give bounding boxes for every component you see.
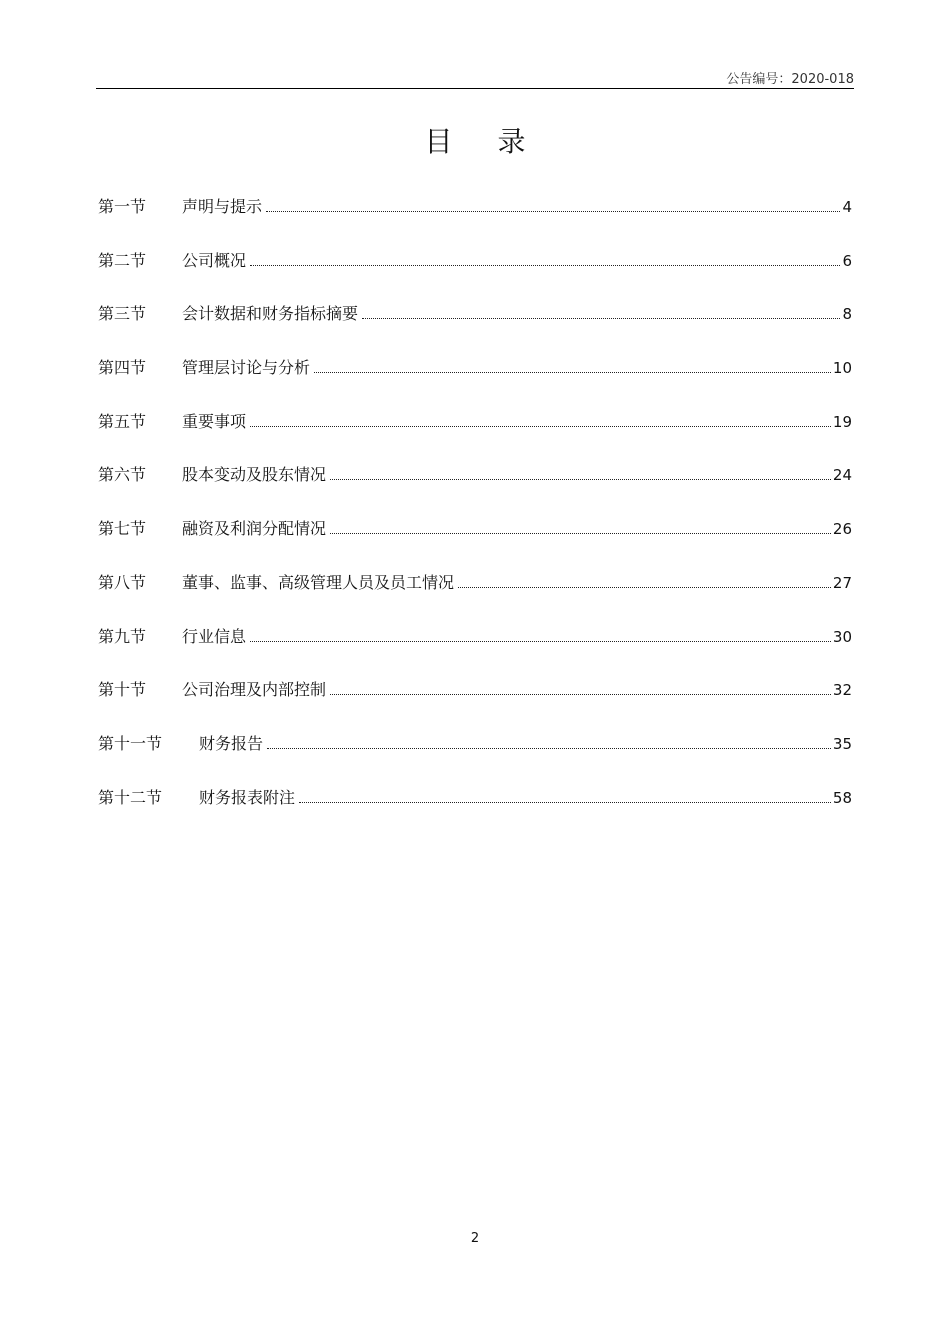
toc-section-name: 公司概况 <box>182 250 247 270</box>
toc-section-number: 第六节 <box>98 465 147 485</box>
toc-list <box>98 194 852 838</box>
document-code: 公告编号：2020-018 <box>726 72 854 87</box>
toc-section-name: 管理层讨论与分析 <box>182 358 311 378</box>
toc-section-name: 会计数据和财务指标摘要 <box>182 304 359 324</box>
toc-section-name: 财务报告 <box>199 733 264 753</box>
toc-title: 目 录 <box>424 125 544 158</box>
toc-entry[interactable] <box>98 355 852 409</box>
toc-section-number: 第四节 <box>98 358 147 378</box>
toc-entry[interactable] <box>98 677 852 731</box>
toc-page-number: 19 <box>832 412 852 431</box>
toc-section-name: 重要事项 <box>182 411 247 431</box>
toc-leader-dots <box>362 317 840 319</box>
toc-section-number: 第十节 <box>98 680 147 700</box>
toc-page-number: 10 <box>832 359 852 378</box>
toc-entry[interactable] <box>98 462 852 516</box>
toc-entry[interactable] <box>98 785 852 839</box>
toc-entry[interactable] <box>98 624 852 678</box>
toc-section-name: 融资及利润分配情况 <box>182 519 327 539</box>
toc-page-number: 30 <box>832 627 852 646</box>
toc-section-number: 第九节 <box>98 626 147 646</box>
toc-section-number: 第八节 <box>98 572 147 592</box>
toc-leader-dots <box>267 747 831 749</box>
toc-page-number: 4 <box>842 198 852 216</box>
page-number: 2 <box>470 1231 480 1246</box>
toc-page-number: 24 <box>832 466 852 485</box>
toc-leader-dots <box>314 371 831 373</box>
toc-section-name: 声明与提示 <box>182 197 263 216</box>
toc-entry[interactable] <box>98 301 852 355</box>
toc-page-number: 35 <box>832 734 852 753</box>
toc-entry[interactable] <box>98 731 852 785</box>
header-divider <box>96 88 854 89</box>
toc-leader-dots <box>250 425 831 427</box>
toc-page-number: 8 <box>842 305 852 324</box>
toc-page-number: 26 <box>832 520 852 539</box>
toc-section-name: 公司治理及内部控制 <box>182 680 327 700</box>
toc-section-number: 第一节 <box>98 197 147 216</box>
toc-section-number: 第十一节 <box>98 733 163 753</box>
toc-page-number: 6 <box>842 251 852 270</box>
toc-leader-dots <box>250 264 840 266</box>
toc-leader-dots <box>330 478 831 480</box>
toc-leader-dots <box>458 586 831 588</box>
toc-section-name: 董事、监事、高级管理人员及员工情况 <box>182 572 455 592</box>
toc-leader-dots <box>250 640 831 642</box>
toc-section-number: 第七节 <box>98 519 147 539</box>
toc-page-number: 27 <box>832 573 852 592</box>
toc-leader-dots <box>330 532 831 534</box>
toc-page-number: 58 <box>832 788 852 807</box>
toc-section-number: 第三节 <box>98 304 147 324</box>
toc-section-name: 股本变动及股东情况 <box>182 465 327 485</box>
toc-leader-dots <box>266 210 840 212</box>
toc-entry[interactable] <box>98 194 852 248</box>
toc-section-number: 第十二节 <box>98 787 163 807</box>
toc-leader-dots <box>330 693 831 695</box>
toc-section-name: 财务报表附注 <box>199 787 296 807</box>
toc-entry[interactable] <box>98 516 852 570</box>
toc-entry[interactable] <box>98 409 852 463</box>
toc-entry[interactable] <box>98 248 852 302</box>
toc-leader-dots <box>299 801 831 803</box>
toc-section-number: 第五节 <box>98 411 147 431</box>
toc-section-name: 行业信息 <box>182 626 247 646</box>
toc-page-number: 32 <box>832 681 852 700</box>
toc-section-number: 第二节 <box>98 250 147 270</box>
toc-entry[interactable] <box>98 570 852 624</box>
